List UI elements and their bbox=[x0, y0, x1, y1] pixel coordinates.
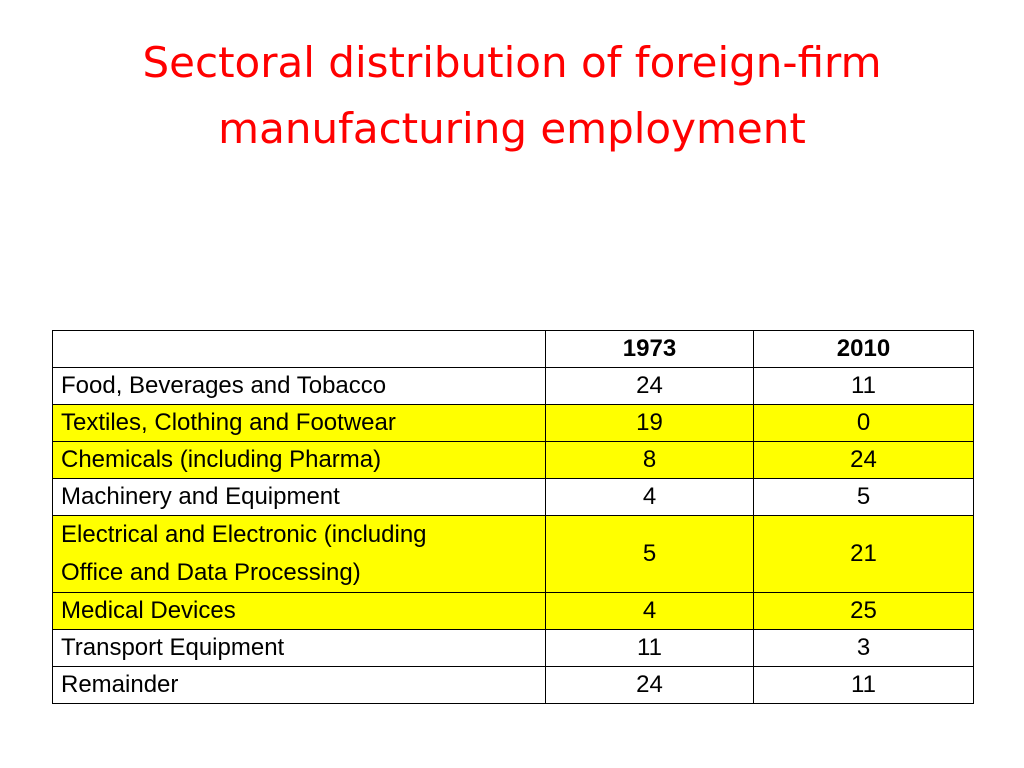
value-2010-cell: 24 bbox=[754, 442, 974, 479]
header-cell-sector bbox=[53, 331, 546, 368]
value-2010-cell: 21 bbox=[754, 516, 974, 593]
value-1973-cell: 8 bbox=[546, 442, 754, 479]
table-row bbox=[53, 442, 974, 479]
slide-title bbox=[0, 30, 1024, 162]
table-row bbox=[53, 479, 974, 516]
table-row bbox=[53, 630, 974, 667]
value-2010-cell: 11 bbox=[754, 368, 974, 405]
header-cell-1973: 1973 bbox=[546, 331, 754, 368]
sector-cell: Machinery and Equipment bbox=[53, 479, 546, 516]
sector-cell: Food, Beverages and Tobacco bbox=[53, 368, 546, 405]
value-1973-cell: 19 bbox=[546, 405, 754, 442]
table-row bbox=[53, 667, 974, 704]
sector-cell-line-2: Office and Data Processing) bbox=[61, 559, 361, 586]
value-2010-cell: 3 bbox=[754, 630, 974, 667]
table-row bbox=[53, 368, 974, 405]
slide-title-line-2: manufacturing employment bbox=[218, 104, 806, 153]
value-2010-cell: 11 bbox=[754, 667, 974, 704]
value-1973-cell: 4 bbox=[546, 593, 754, 630]
value-1973-cell: 5 bbox=[546, 516, 754, 593]
sector-cell: Chemicals (including Pharma) bbox=[53, 442, 546, 479]
table-header-row bbox=[53, 331, 974, 368]
sector-cell: Medical Devices bbox=[53, 593, 546, 630]
table-row bbox=[53, 405, 974, 442]
sector-cell: Transport Equipment bbox=[53, 630, 546, 667]
sector-cell-line-1: Electrical and Electronic (including bbox=[61, 521, 427, 548]
value-1973-cell: 4 bbox=[546, 479, 754, 516]
value-1973-cell: 11 bbox=[546, 630, 754, 667]
value-2010-cell: 5 bbox=[754, 479, 974, 516]
table-row bbox=[53, 516, 974, 593]
header-cell-2010: 2010 bbox=[754, 331, 974, 368]
value-1973-cell: 24 bbox=[546, 667, 754, 704]
table-row bbox=[53, 593, 974, 630]
value-2010-cell: 25 bbox=[754, 593, 974, 630]
sector-cell: Remainder bbox=[53, 667, 546, 704]
value-1973-cell: 24 bbox=[546, 368, 754, 405]
sector-cell: Textiles, Clothing and Footwear bbox=[53, 405, 546, 442]
slide-title-line-1: Sectoral distribution of foreign-firm bbox=[142, 38, 882, 87]
value-2010-cell: 0 bbox=[754, 405, 974, 442]
employment-table bbox=[52, 330, 974, 704]
sector-cell bbox=[53, 516, 546, 593]
